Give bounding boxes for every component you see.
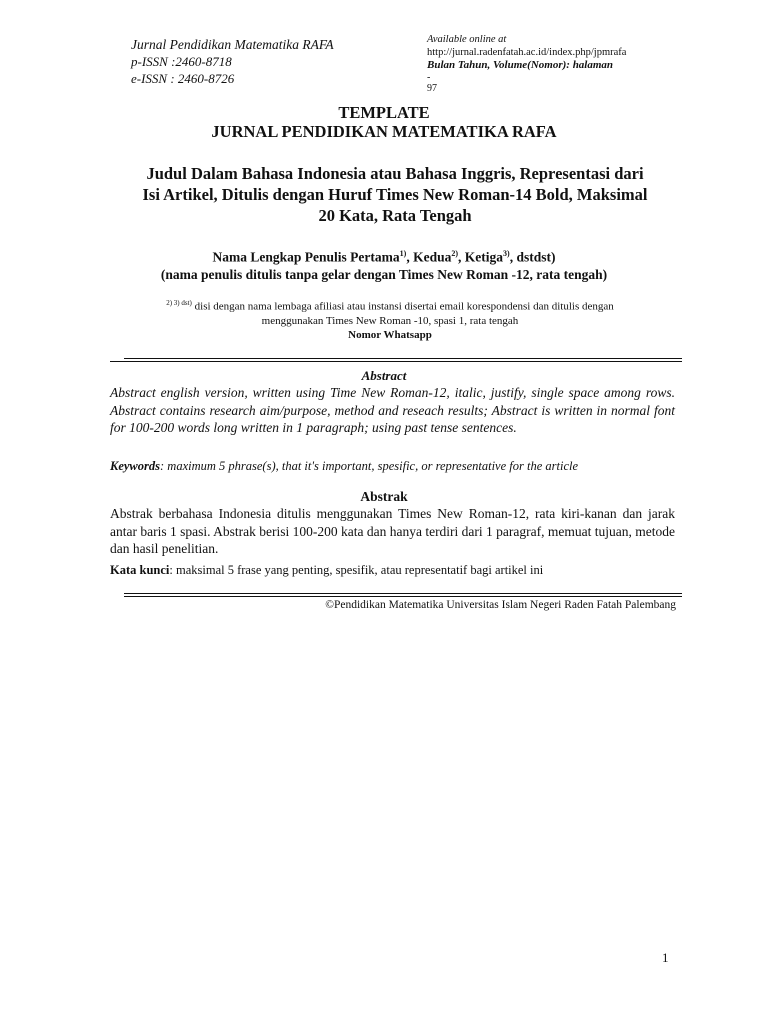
abstract-heading: Abstract bbox=[361, 368, 407, 383]
copyright-line: ©Pendidikan Matematika Universitas Islam Negeri Raden Fatah Palembang bbox=[325, 599, 676, 611]
journal-url: http://jurnal.radenfatah.ac.id/index.php/jpmrafa bbox=[427, 47, 627, 58]
author-etc: , dstdst) bbox=[509, 249, 556, 265]
abstrak-heading: Abstrak bbox=[360, 489, 408, 504]
journal-header-left bbox=[131, 36, 334, 87]
title-line-1: Judul Dalam Bahasa Indonesia atau Bahasa Inggris, Representasi dari bbox=[146, 164, 644, 183]
page-number: 1 bbox=[662, 950, 669, 965]
title-line-3: 20 Kata, Rata Tengah bbox=[318, 206, 472, 225]
template-line-1: TEMPLATE bbox=[338, 103, 430, 122]
affiliation-block bbox=[110, 296, 670, 342]
divider-bottom-1 bbox=[124, 593, 682, 594]
affiliation-text-1: disi dengan nama lembaga afiliasi atau instansi disertai email korespondensi dan ditulis dengan bbox=[194, 300, 614, 313]
author-3: , Ketiga bbox=[458, 249, 504, 265]
divider-bottom-2 bbox=[124, 596, 682, 597]
article-title bbox=[100, 163, 690, 226]
available-online-label: Available online at bbox=[427, 34, 507, 45]
journal-name: Jurnal Pendidikan Matematika RAFA bbox=[131, 37, 334, 52]
affiliation-sup: 2) 3) dst) bbox=[166, 299, 192, 307]
author-2: , Kedua bbox=[406, 249, 452, 265]
author-2-sup: 2) bbox=[451, 249, 459, 258]
title-line-2: Isi Artikel, Ditulis dengan Huruf Times New Roman-14 Bold, Maksimal bbox=[142, 185, 648, 204]
whatsapp-number: Nomor Whatsapp bbox=[348, 328, 432, 341]
keywords-line bbox=[110, 459, 680, 474]
author-1: Nama Lengkap Penulis Pertama bbox=[212, 249, 400, 265]
authors-block bbox=[0, 245, 768, 284]
issue-page-ref: 97 bbox=[427, 83, 437, 94]
divider-top-2 bbox=[110, 361, 682, 362]
author-note: (nama penulis ditulis tanpa gelar dengan Times New Roman -12, rata tengah) bbox=[160, 267, 608, 282]
e-issn: e-ISSN : 2460-8726 bbox=[131, 71, 235, 86]
issue-dash: - bbox=[427, 72, 431, 83]
abstrak-body: Abstrak berbahasa Indonesia ditulis menggunakan Times New Roman-12, rata kiri-kanan dan jarak antar baris 1 spasi. Abstrak berisi 100-200 kata dan hanya terdiri dari 1 paragraf, memuat tujuan, metode dan hasil penelitian. bbox=[110, 506, 675, 556]
keywords-label: Keywords bbox=[110, 459, 160, 473]
abstract-body: Abstract english version, written using Time New Roman-12, italic, justify, single space among rows. Abstract contains research aim/purpose, method and reseach results; Abstract is written in normal font for 100-200 words long written in 1 paragraph; using past tense sentences. bbox=[110, 385, 675, 435]
template-heading bbox=[0, 103, 768, 141]
author-1-sup: 1) bbox=[399, 249, 407, 258]
affiliation-line-1 bbox=[110, 296, 670, 314]
template-line-2: JURNAL PENDIDIKAN MATEMATIKA RAFA bbox=[211, 122, 557, 141]
issue-line: Bulan Tahun, Volume(Nomor): halaman bbox=[427, 59, 614, 71]
author-3-sup: 3) bbox=[503, 249, 510, 258]
kata-kunci-text: : maksimal 5 frase yang penting, spesifik, atau representatif bagi artikel ini bbox=[169, 563, 544, 577]
author-names bbox=[0, 245, 768, 266]
keywords-text: : maximum 5 phrase(s), that it's important, spesific, or representative for the article bbox=[160, 459, 579, 473]
affiliation-line-2: menggunakan Times New Roman -10, spasi 1, rata tengah bbox=[261, 314, 519, 327]
divider-top-1 bbox=[124, 358, 682, 359]
journal-header-right bbox=[427, 33, 697, 94]
kata-kunci-line bbox=[110, 563, 680, 578]
kata-kunci-label: Kata kunci bbox=[110, 563, 170, 577]
p-issn: p-ISSN :2460-8718 bbox=[131, 54, 232, 69]
